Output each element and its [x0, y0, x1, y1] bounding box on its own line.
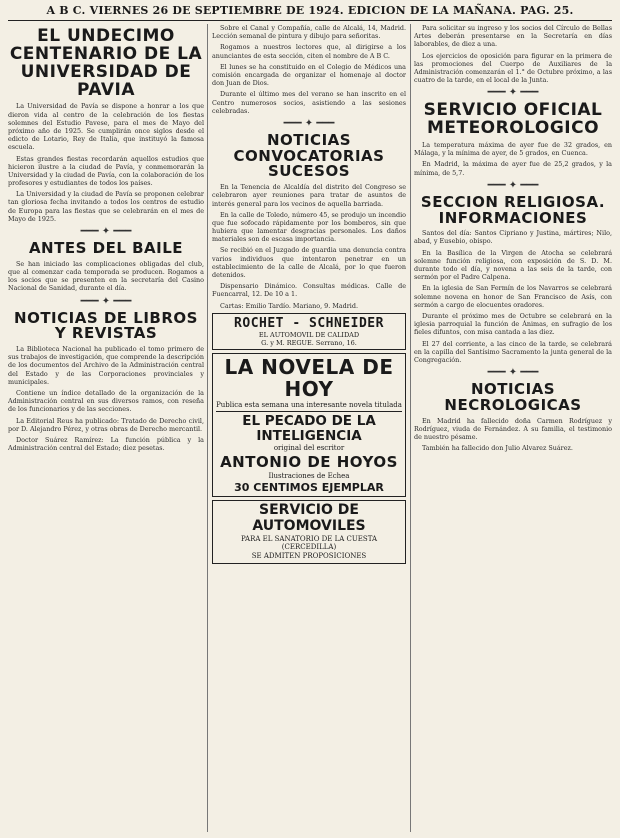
column-3 [414, 24, 612, 834]
ornament-divider: ━━━ ✦ ━━━ [80, 226, 132, 237]
article-paragraph: Se han iniciado las complicaciones obligadas del club, que al comenzar cada temporada se producen. Rogamos a los socios que se presenten en la secretaría del Casino Nacional de Sanidad, durante el día. [8, 259, 204, 293]
ad-illustrations: Ilustraciones de Echea [268, 472, 350, 481]
ad-author-name: ANTONIO DE HOYOS [220, 453, 398, 472]
article-paragraph: También ha fallecido don Julio Alvarez Suárez. [422, 444, 573, 453]
ad-rochet-addr: G. y M. REGUE. Serrano, 16. [261, 338, 357, 347]
ad-servicio-note: SE ADMITEN PROPOSICIONES [251, 552, 367, 561]
heading-seccion-religiosa: SECCION RELIGIOSA. INFORMACIONES [420, 192, 606, 227]
heading-undecimo-centenario: EL UNDECIMO CENTENARIO DE LA UNIVERSIDAD DE PAVIA [9, 26, 203, 100]
column-1 [8, 24, 204, 834]
ornament-divider: ━━━ ✦ ━━━ [80, 295, 132, 307]
ad-rochet-schneider [212, 313, 406, 350]
ad-price: 30 CENTIMOS EJEMPLAR [234, 481, 384, 495]
article-paragraph: Doctor Suárez Ramírez: La función pública y la Administración central del Estado; diez pesetas. [8, 435, 204, 453]
column-2 [212, 24, 406, 834]
ad-rochet-title: ROCHET - SCHNEIDER [234, 315, 384, 331]
article-paragraph: La Universidad y la ciudad de Pavía se proponen celebrar tan gloriosa fecha invitando a todos los centros de estudio de Europa para las fiestas que se celebrarán en el mes de Mayo de 1925. [8, 190, 204, 223]
column-rule-2 [410, 24, 411, 832]
article-paragraph: Dispensario Dinámico. Consultas médicas. Calle de Fuencarral, 12. De 10 a 1. [212, 282, 406, 299]
ad-la-novela-de-hoy [212, 353, 406, 498]
page-header: A B C. VIERNES 26 DE SEPTIEMBRE DE 1924. EDICION DE LA MAÑANA. PAG. 25. [46, 4, 574, 17]
article-paragraph: El 27 del corriente, a las cinco de la tarde, se celebrará en la capilla del Santísimo Sacramento la junta general de la Congregación. [414, 339, 612, 364]
ornament-divider: ━━━ ✦ ━━━ [487, 367, 539, 379]
heading-antes-del-baile: ANTES DEL BAILE [28, 239, 184, 257]
column-rule-1 [207, 24, 208, 832]
article-paragraph: La Universidad de Pavía se dispone a honrar a los que dieron vida al centro de la celebración de los fiestas solemnes del Estudio Pavese, para el mes de Mayo del próximo año de 1925. Se cumplirán once siglos desde el edicto de Lotario, Rey de Italia, que instituyó la famosa escuela. [8, 102, 204, 152]
article-paragraph: Contiene un índice detallado de la organización de la Administración central en sus diversos ramos, con reseña de los funcionarios y de las secciones. [8, 388, 204, 414]
article-paragraph: Los ejercicios de oposición para figurar en la primera de las promociones del Cuerpo de Auxiliares de la Administración comenzarán el 1.° de Octubre próximo, a las cuatro de la tarde, en el local de la Junta. [414, 51, 612, 85]
article-paragraph: La temperatura máxima de ayer fue de 32 grados, en Málaga, y la mínima de ayer, de 5 grados, en Cuenca. [414, 141, 612, 158]
ornament-divider: ━━━ ✦ ━━━ [487, 87, 539, 99]
article-paragraph: En la iglesia de San Fermín de los Navarros se celebrará solemne novena en honor de San Francisco de Asís, con sermón a cargo de elocuentes oradores. [414, 284, 612, 309]
article-paragraph: En la Basílica de la Virgen de Atocha se celebrará solemne función religiosa, con exposición de S. D. M. durante todo el día, y novena a las seis de la tarde, con sermón por el Padre Calpena. [414, 248, 612, 282]
ad-pecado-title: EL PECADO DE LA INTELIGENCIA [242, 412, 376, 444]
article-paragraph: La Editorial Reus ha publicado: Tratado de Derecho civil, por D. Alejandro Pérez, y otras obras de Derecho mercantil. [8, 416, 204, 433]
article-paragraph: Santos del día: Santos Cipriano y Justina, mártires; Nilo, abad, y Eusebio, obispo. [414, 229, 612, 246]
header-rule [8, 20, 612, 21]
heading-noticias-libros: NOTICIAS DE LIBROS Y REVISTAS [14, 308, 198, 343]
heading-noticias-necrologicas: NOTICIAS NECROLOGICAS [444, 380, 582, 414]
ad-novela-sub: Publica esta semana una interesante novela titulada [216, 400, 402, 409]
article-paragraph: Durante el último mes del verano se han inscrito en el Centro numerosos socios, asistiendo a las sesiones celebradas. [212, 90, 406, 115]
ad-pecado-sub: original del escritor [273, 444, 345, 453]
article-paragraph: En Madrid ha fallecido doña Carmen Rodríguez y Rodríguez, viuda de Fernández. A su familia, el testimonio de nuestro pésame. [414, 416, 612, 441]
article-paragraph: Se recibió en el Juzgado de guardia una denuncia contra varios individuos que intentaron penetrar en un establecimiento de la calle de Alcalá, por lo que fueron detenidos. [212, 246, 406, 279]
ad-servicio-sub: PARA EL SANATORIO DE LA CUESTA (CERCEDILLA) [240, 535, 378, 552]
heading-noticias-convocatorias: NOTICIAS CONVOCATORIAS SUCESOS [233, 130, 385, 181]
ad-divider [216, 411, 402, 412]
ad-servicio-automoviles [212, 500, 406, 564]
ornament-divider: ━━━ ✦ ━━━ [487, 179, 539, 191]
article-paragraph: En Madrid, la máxima de ayer fue de 25,2 grados, y la mínima, de 5,7. [414, 160, 612, 177]
ad-servicio-title: SERVICIO DE AUTOMOVILES [252, 502, 366, 534]
article-paragraph: Cartas: Emilio Tardío. Mariano, 9. Madrid. [220, 301, 358, 310]
article-paragraph: En la calle de Toledo, número 45, se produjo un incendio que fue sofocado rápidamente por los bomberos, sin que hubiera que lamentar desgracias personales. Los daños materiales son de escasa importancia. [212, 210, 406, 244]
article-paragraph: Estas grandes fiestas recordarán aquellos estudios que hicieron ilustre a la ciudad de Pavía, y conmemorarán la Universidad y la ciudad de Pavía, con la colaboración de los profesores y estudiantes de todos los países. [8, 154, 204, 188]
ad-novela-title: LA NOVELA DE HOY [224, 354, 394, 401]
article-paragraph: Durante el próximo mes de Octubre se celebrará en la iglesia parroquial la función de Ánimas, en sufragio de los fieles difuntos, con misa cantada a las diez. [414, 311, 612, 337]
article-paragraph: Rogamos a nuestros lectores que, al dirigirse a los anunciantes de esta sección, citen el nombre de A B C. [212, 43, 406, 60]
article-paragraph: En la Tenencia de Alcaldía del distrito del Congreso se celebraron ayer reuniones para tratar de asuntos de interés general para los vecinos de aquella barriada. [212, 183, 406, 208]
article-paragraph: La Biblioteca Nacional ha publicado el tomo primero de sus trabajos de investigación, que comprende la descripción de los documentos del Archivo de la Administración central del Estado y de las Corporaciones provinciales y municipales. [8, 345, 204, 386]
article-paragraph: Sobre el Canal y Compañía, calle de Alcalá, 14, Madrid. Lección semanal de pintura y dibujo para señoritas. [212, 24, 406, 41]
ad-rochet-sub: EL AUTOMOVIL DE CALIDAD [258, 330, 360, 339]
ornament-divider: ━━━ ✦ ━━━ [283, 117, 335, 129]
article-paragraph: Para solicitar su ingreso y los socios del Círculo de Bellas Artes deberán presentarse en la Secretaría en días laborables, de diez a una. [414, 24, 612, 49]
heading-servicio-meteorologico: SERVICIO OFICIAL METEOROLOGICO [423, 100, 603, 139]
article-paragraph: El lunes se ha constituido en el Colegio de Médicos una comisión encargada de organizar el homenaje al doctor don Juan de Dios. [212, 62, 406, 88]
